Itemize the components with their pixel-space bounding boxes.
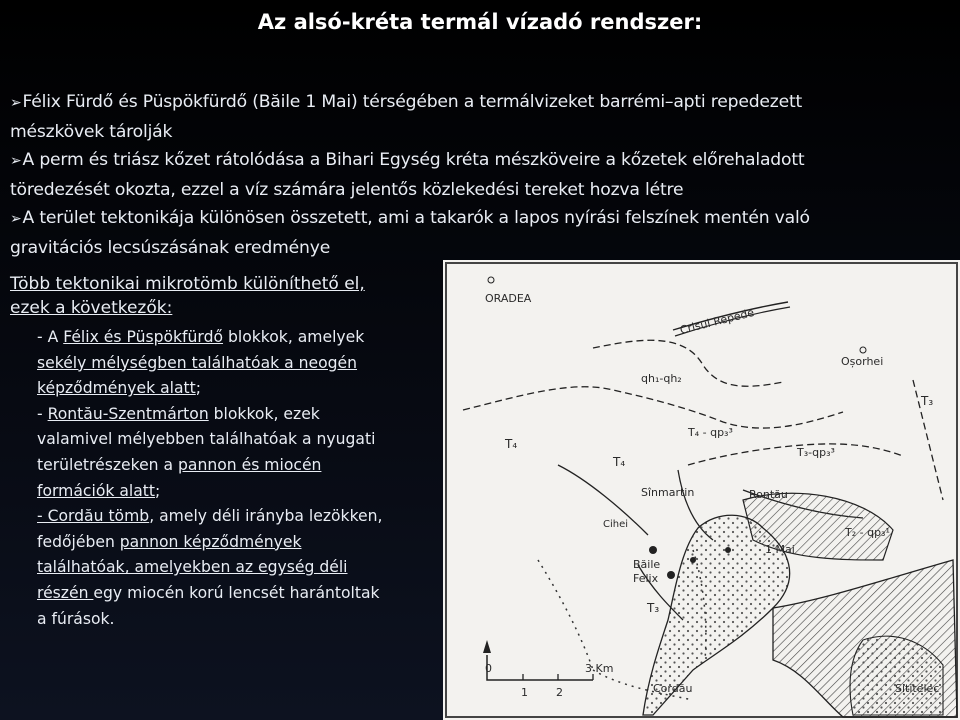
label-cihei: Cihei (603, 519, 629, 530)
town-marker (488, 277, 494, 283)
scale-label: 0 (485, 662, 492, 675)
contact-line (463, 387, 843, 428)
block-rontau (37, 402, 437, 504)
block-felix-link[interactable]: képződmények alatt (37, 379, 196, 398)
intro-line: ezek a következők: (10, 298, 173, 318)
geological-sketch-map (443, 260, 960, 720)
label-rontau: Rontău (749, 488, 788, 501)
bullet-text: A terület tektonikája különösen összetett, ami a takarók a lapos nyírási felszínek mentén való (22, 208, 810, 229)
map-drawing (443, 260, 960, 720)
label-t2qp: T₂ - qp₃¹ (845, 526, 890, 539)
block-text: blokkok, amelyek (223, 328, 365, 346)
block-cordau-link[interactable]: találhatóak, amelyekben az egység déli (37, 558, 348, 577)
label-crisul: Crisul Repede (678, 305, 756, 337)
bullet-text: töredezését okozta, ezzel a víz számára jelentős közlekedési tereket hozva létre (10, 179, 684, 200)
label-oser: Oșorhei (841, 355, 884, 368)
block-rontau-link[interactable]: formációk alatt (37, 481, 156, 500)
block-text: fedőjében (37, 532, 120, 551)
block-felix-link[interactable]: Félix és Püspökfürdő (63, 328, 224, 346)
arrow-bullet-icon: ➢ (10, 95, 22, 111)
block-cordau (37, 504, 437, 632)
microblock-list (37, 325, 437, 632)
town-marker (860, 347, 866, 353)
block-rontau-link[interactable]: Rontău-Szentmárton (47, 404, 209, 423)
label-t3-right: T₃ (921, 394, 934, 408)
scale-label: 1 (521, 686, 528, 699)
spring-symbol (667, 571, 675, 579)
block-text: ; (195, 379, 202, 398)
label-t4qp: T₄ - qp₃³ (688, 426, 733, 439)
bullet-text: mészkövek tárolják (10, 121, 173, 142)
contact-line (688, 444, 903, 465)
block-rontau-link[interactable]: pannon és miocén (178, 455, 322, 474)
block-text: valamivel mélyebben találhatóak a nyugati (37, 430, 376, 449)
spring-symbol (690, 557, 696, 563)
label-felix: Felix (633, 572, 659, 585)
label-sinmartin: Sînmartin (641, 486, 695, 499)
label-t4-mid: T₄ (613, 455, 626, 469)
microblock-intro (10, 272, 430, 320)
block-cordau-link[interactable]: - Cordău tömb (37, 507, 150, 526)
block-text: blokkok, ezek (208, 404, 320, 423)
block-prefix: - A (37, 328, 64, 346)
label-t3qp: T₃-qp₃³ (797, 446, 835, 459)
scale-bar (487, 655, 593, 680)
block-text: egy miocén korú lencsét harántoltak (93, 583, 380, 602)
block-prefix: - (37, 404, 48, 423)
block-text: ; (155, 481, 161, 500)
bullet-text: Félix Fürdő és Püspökfürdő (Băile 1 Mai) térségében a termálvizeket barrémi–apti repedezett (22, 92, 803, 112)
bullet-list (10, 88, 950, 263)
label-t4-left: T₄ (505, 437, 518, 451)
bullet-item (10, 204, 950, 262)
spring-symbol (649, 546, 657, 554)
block-felix (37, 325, 437, 402)
spring-symbol (725, 547, 731, 553)
label-cordau: Cordău (653, 682, 693, 695)
label-t3-bottom: T₃ (647, 601, 660, 615)
north-arrow-icon (483, 640, 491, 653)
block-text: a fúrások. (37, 609, 115, 628)
label-oradea: ORADEA (485, 292, 532, 305)
label-mai: 1 Mai (765, 543, 795, 556)
intro-line: Több tektonikai mikrotömb különíthető el, (10, 274, 365, 294)
slide-title: Az alsó-kréta termál vízadó rendszer: (257, 10, 703, 34)
contact-line (593, 340, 783, 386)
block-text: területrészeken a (37, 455, 179, 474)
block-text: , amely déli irányba lezökken, (149, 507, 383, 526)
block-cordau-link[interactable]: részén (37, 583, 94, 602)
scale-label: 3 Km (585, 662, 614, 675)
label-baile: Băile (633, 558, 661, 571)
bullet-item (10, 88, 950, 146)
label-qh: qh₁-qh₂ (641, 372, 682, 385)
bullet-text: gravitációs lecsúszásának eredménye (10, 237, 331, 258)
bullet-item (10, 146, 950, 204)
boundary-line (538, 560, 593, 670)
arrow-bullet-icon: ➢ (10, 153, 22, 170)
label-sititelec: Sititelec (895, 682, 940, 695)
block-cordau-link[interactable]: pannon képződmények (119, 532, 302, 551)
bullet-text: A perm és triász kőzet rátolódása a Bihari Egység kréta mészköveire a kőzetek előrehaladott (22, 150, 805, 171)
block-felix-link[interactable]: sekély mélységben találhatóak a neogén (37, 353, 358, 372)
arrow-bullet-icon: ➢ (10, 211, 22, 228)
scale-label: 2 (556, 686, 563, 699)
